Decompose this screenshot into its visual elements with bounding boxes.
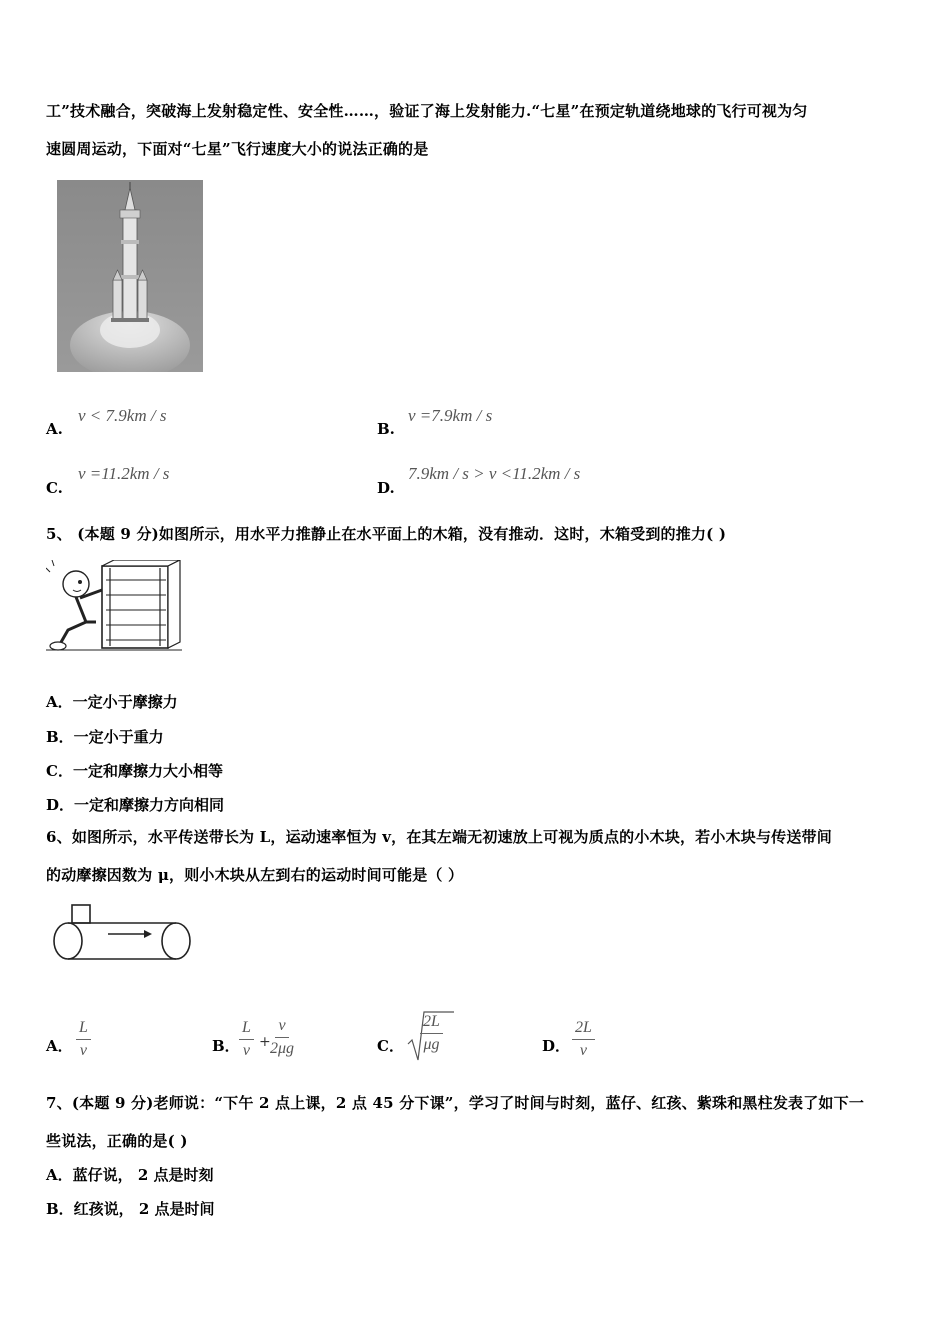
q6-option-b-den2: 2μg bbox=[270, 1040, 295, 1057]
q4-option-c-math: v =11.2km / s bbox=[78, 464, 170, 483]
q6-option-b-label: B． bbox=[212, 1037, 240, 1055]
q5-option-c: C．一定和摩擦力大小相等 bbox=[46, 762, 223, 780]
q6-stem-line2: 的动摩擦因数为 μ，则小木块从左到右的运动时间可能是（ ） bbox=[46, 866, 464, 884]
q5-option-a: A．一定小于摩擦力 bbox=[46, 693, 178, 711]
q6-option-b-fraction1 bbox=[239, 1018, 254, 1062]
q7-stem-line2: 些说法，正确的是( ) bbox=[46, 1132, 188, 1150]
q4-option-b-math: v =7.9km / s bbox=[408, 406, 493, 425]
q6-option-d-label: D． bbox=[542, 1037, 571, 1055]
q6-option-a-den: v bbox=[79, 1042, 87, 1059]
q4-option-d-label: D. bbox=[377, 479, 395, 497]
q4-option-c-label: C. bbox=[46, 479, 63, 497]
q4-intro-line2: 速圆周运动，下面对“七星”飞行速度大小的说法正确的是 bbox=[46, 140, 429, 158]
q5-stem: 5、 (本题 9 分)如图所示，用水平力推静止在水平面上的木箱，没有推动．这时，木箱受到的推力( ) bbox=[46, 525, 727, 543]
q4-option-d-math: 7.9km / s > v <11.2km / s bbox=[408, 464, 581, 483]
q4-option-b-label: B. bbox=[377, 420, 395, 438]
q6-stem-line1: 6、如图所示，水平传送带长为 L，运动速率恒为 v，在其左端无初速放上可视为质点的小木块，若小木块与传送带间 bbox=[46, 828, 832, 846]
q6-option-c-num: 2L bbox=[420, 1012, 443, 1034]
q6-option-b-num: L bbox=[239, 1018, 254, 1040]
q6-option-a-fraction bbox=[76, 1018, 91, 1062]
conveyor-belt-image bbox=[50, 903, 195, 963]
q6-option-c-fraction bbox=[420, 1012, 443, 1056]
q7-option-a: A．蓝仔说， 2 点是时刻 bbox=[46, 1166, 214, 1184]
q6-option-a-num: L bbox=[76, 1018, 91, 1040]
q7-option-b: B．红孩说， 2 点是时间 bbox=[46, 1200, 215, 1218]
q4-option-a-math: v < 7.9km / s bbox=[78, 406, 167, 425]
q6-option-b-plus: + bbox=[259, 1034, 271, 1050]
q5-option-b: B．一定小于重力 bbox=[46, 728, 164, 746]
q6-option-b-fraction2 bbox=[270, 1016, 294, 1060]
q6-option-d-fraction bbox=[572, 1018, 595, 1062]
q6-option-b-num2: v bbox=[275, 1016, 288, 1038]
q6-option-d-num: 2L bbox=[572, 1018, 595, 1040]
q4-option-a-label: A. bbox=[46, 420, 63, 438]
q6-option-c-den: μg bbox=[423, 1036, 440, 1053]
q5-option-d: D．一定和摩擦力方向相同 bbox=[46, 796, 225, 814]
q6-option-c-label: C． bbox=[377, 1037, 404, 1055]
q4-intro-line1: 工”技术融合，突破海上发射稳定性、安全性……，验证了海上发射能力.“七星”在预定轨道绕地球的飞行可视为匀 bbox=[46, 102, 808, 120]
rocket-launch-image bbox=[57, 180, 203, 372]
q6-option-d-den: v bbox=[579, 1042, 587, 1059]
q6-option-a-label: A． bbox=[46, 1037, 73, 1055]
q7-stem-line1: 7、(本题 9 分)老师说：“下午 2 点上课，2 点 45 分下课”，学习了时间与时刻，蓝仔、红孩、紫珠和黑柱发表了如下一 bbox=[46, 1094, 865, 1112]
q6-option-b-den: v bbox=[242, 1042, 250, 1059]
person-pushing-box-image bbox=[46, 560, 182, 654]
